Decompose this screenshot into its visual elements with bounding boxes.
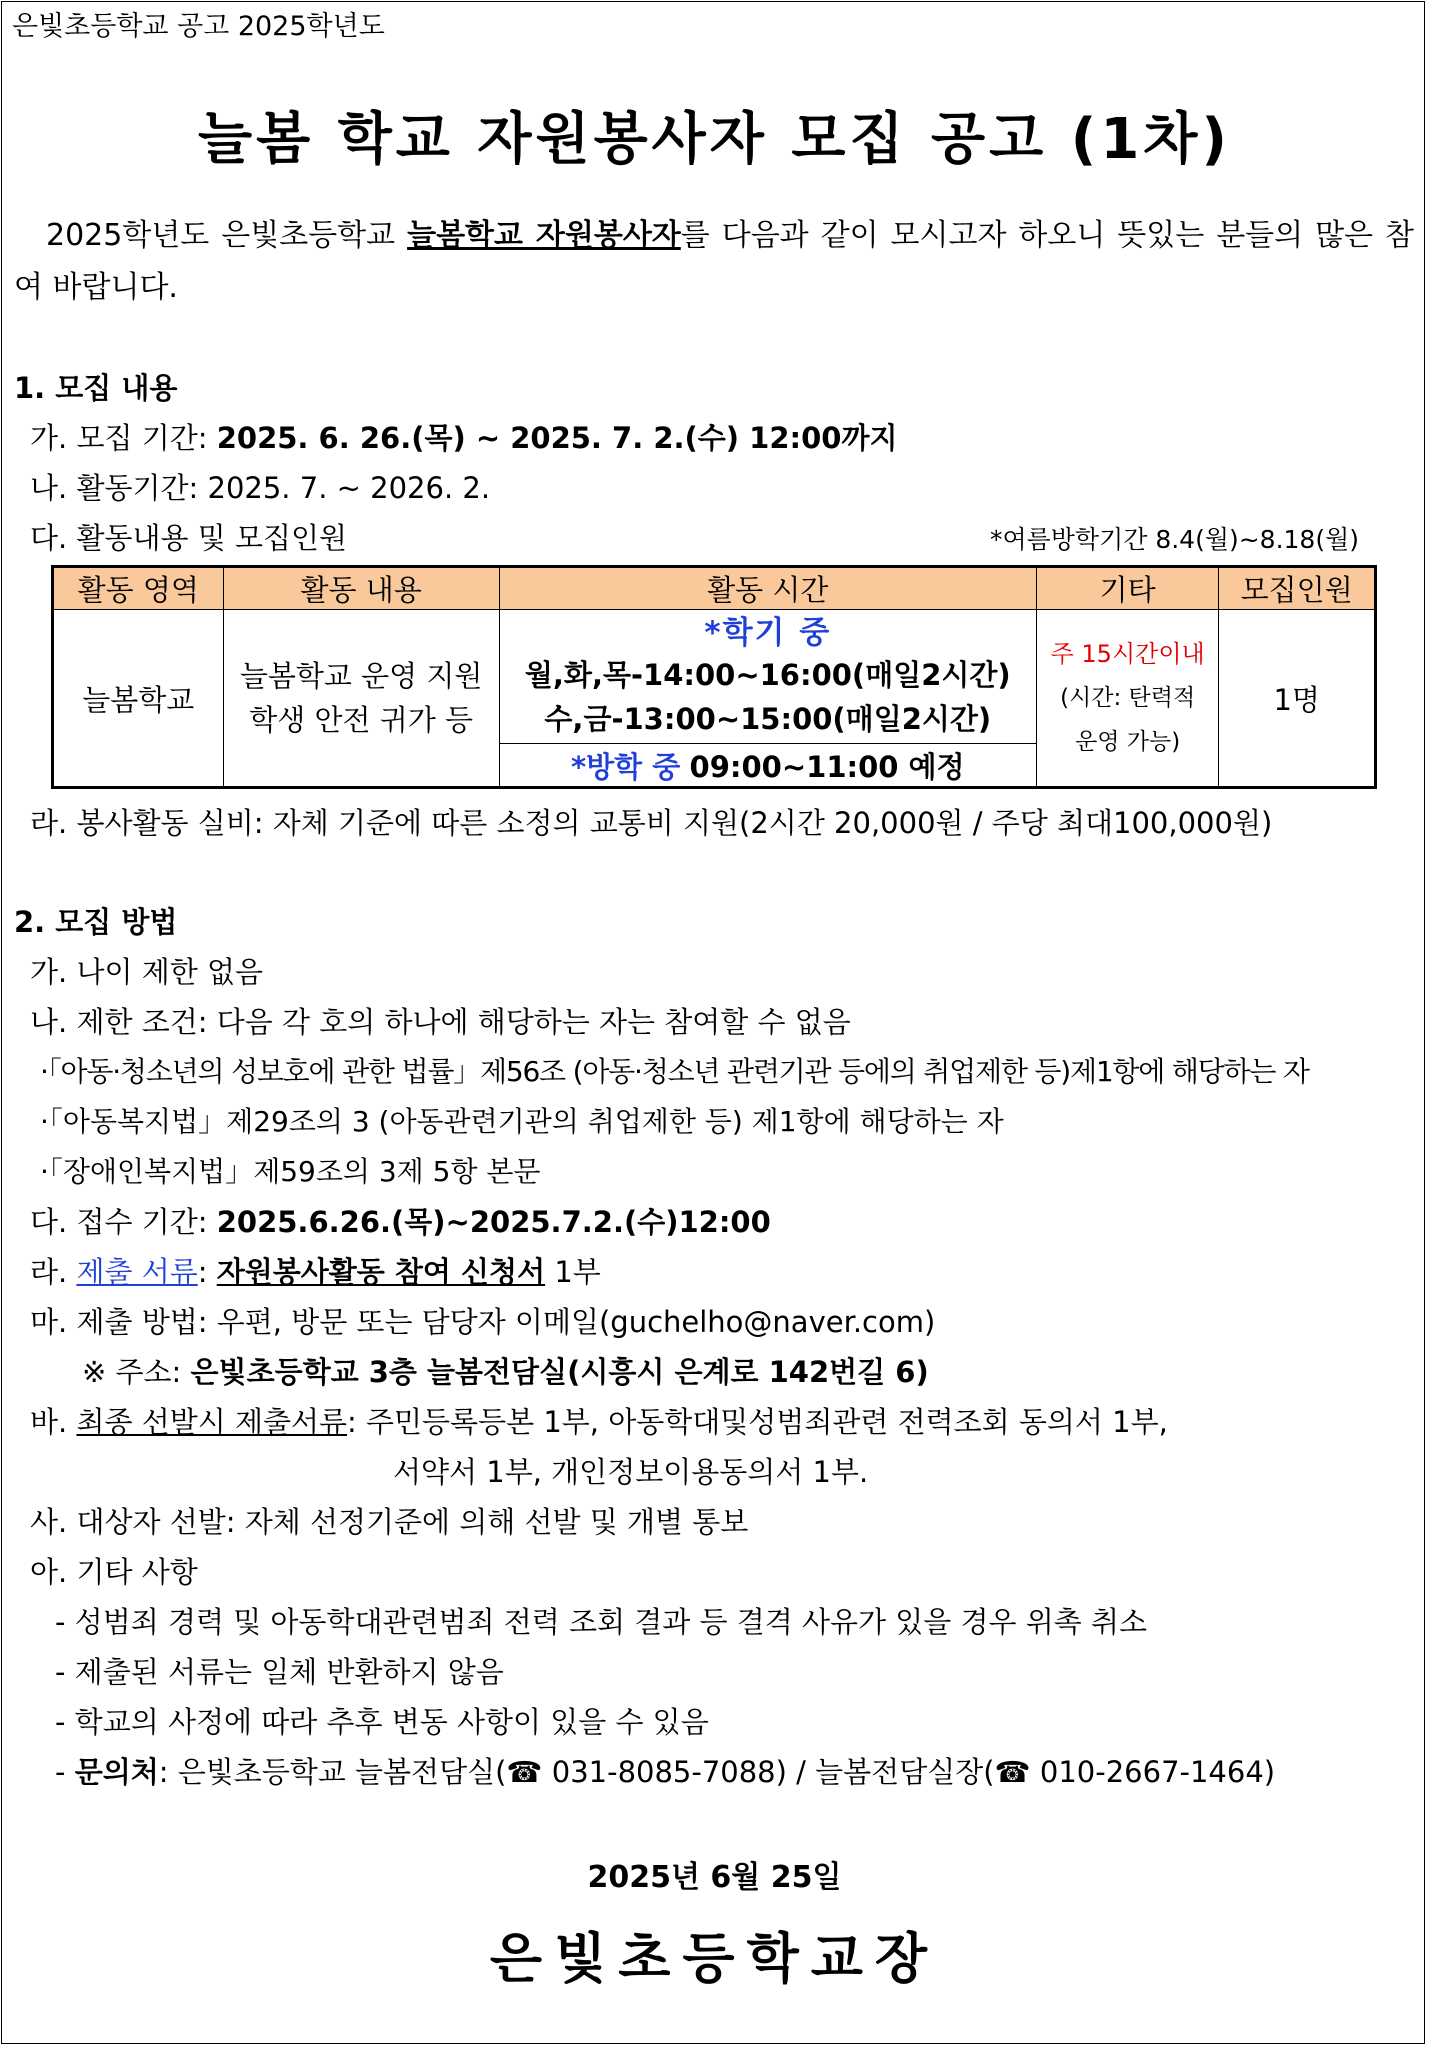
count-cell: 1명 <box>1219 610 1376 788</box>
content-cell <box>223 610 499 788</box>
other-item: - 성범죄 경력 및 아동학대관련범죄 전력 조회 결과 등 결격 사유가 있을 경우 위촉 취소 <box>55 1605 1147 1639</box>
recruit-period-label: 가. 모집 기간: <box>30 421 208 455</box>
restrictions: 나. 제한 조건: 다음 각 호의 하나에 해당하는 자는 참여할 수 없음 <box>30 1005 851 1039</box>
table-header-cell: 모집인원 <box>1219 567 1376 610</box>
address-value: 은빛초등학교 3층 늘봄전담실(시흥시 은계로 142번길 6) <box>190 1355 929 1389</box>
application-period-label: 다. 접수 기간: <box>30 1205 208 1239</box>
activity-period-label: 나. 활동기간: <box>30 471 199 505</box>
other-heading: 아. 기타 사항 <box>30 1555 198 1589</box>
etc-hours: 주 15시간이내 <box>1050 640 1205 668</box>
time-line: 수,금-13:00~15:00(매일2시간) <box>544 701 992 736</box>
table-row <box>53 610 1376 744</box>
contact-value: : 은빛초등학교 늘봄전담실(☎ 031-8085-7088) / 늘봄전담실장(☎ 010-2667-1464) <box>158 1755 1276 1789</box>
section2-heading: 2. 모집 방법 <box>14 905 178 939</box>
etc-note: 운영 가능) <box>1075 729 1181 755</box>
expense-line: 라. 봉사활동 실비: 자체 기준에 따른 소정의 교통비 지원(2시간 20,000원 / 주당 최대100,000원) <box>30 806 1273 840</box>
contact-label: 문의처 <box>74 1755 159 1789</box>
issue-date: 2025년 6월 25일 <box>587 1860 842 1895</box>
address-line <box>82 1350 929 1391</box>
intro-pre: 2025학년도 은빛초등학교 <box>46 218 408 253</box>
restriction-item: ·「장애인복지법」제59조의 3제 5항 본문 <box>40 1155 541 1188</box>
age-limit: 가. 나이 제한 없음 <box>30 955 263 989</box>
table-header-cell: 기타 <box>1036 567 1219 610</box>
submission-method: 마. 제출 방법: 우편, 방문 또는 담당자 이메일(guchelho@naver.com) <box>30 1305 936 1339</box>
activity-period-value: 2025. 7. ~ 2026. 2. <box>207 471 491 505</box>
application-period-value: 2025.6.26.(목)~2025.7.2.(수)12:00 <box>216 1205 771 1239</box>
final-documents-label: 최종 선발시 제출서류 <box>76 1405 348 1439</box>
semester-time-cell <box>499 610 1036 744</box>
semester-label: *학기 중 <box>704 614 832 651</box>
activity-content-label: 다. 활동내용 및 모집인원 <box>30 521 348 555</box>
documents-suffix: 1부 <box>554 1255 601 1289</box>
principal-signature: 은빛초등학교장 <box>489 1927 940 1990</box>
activity-table <box>51 565 1377 789</box>
documents-colon: : <box>197 1255 208 1289</box>
intro-highlight: 늘봄학교 자원봉사자 <box>407 218 681 253</box>
other-item: - 학교의 사정에 따라 추후 변동 사항이 있을 수 있음 <box>55 1705 709 1739</box>
vacation-time: 09:00~11:00 예정 <box>689 749 965 784</box>
selection-line: 사. 대상자 선발: 자체 선정기준에 의해 선발 및 개별 통보 <box>30 1505 749 1539</box>
documents-value: 자원봉사활동 참여 신청서 <box>216 1255 546 1289</box>
restriction-item: ·「아동복지법」제29조의 3 (아동관련기관의 취업제한 등) 제1항에 해당하는 자 <box>40 1105 1004 1138</box>
header-line: 은빛초등학교 공고 2025학년도 <box>12 11 385 42</box>
page-title: 늘봄 학교 자원봉사자 모집 공고 (1차) <box>198 107 1231 172</box>
summer-vacation-note: *여름방학기간 8.4(월)~8.18(월) <box>989 525 1359 554</box>
table-header-cell: 활동 영역 <box>53 567 224 610</box>
restriction-item: ·「아동·청소년의 성보호에 관한 법률」제56조 (아동·청소년 관련기관 등에의 취업제한 등)제1항에 해당하는 자 <box>40 1055 1309 1088</box>
vacation-time-cell <box>499 744 1036 788</box>
recruit-period-value: 2025. 6. 26.(목) ~ 2025. 7. 2.(수) 12:00까지 <box>216 421 898 455</box>
content-line: 늘봄학교 운영 지원 <box>239 659 483 693</box>
final-documents-line <box>30 1400 1168 1441</box>
final-documents-value: : 주민등록등본 1부, 아동학대및성범죄관련 전력조회 동의서 1부, <box>347 1405 1168 1439</box>
application-period <box>30 1200 771 1241</box>
final-documents-prefix: 바. <box>30 1405 68 1439</box>
documents-line <box>30 1250 601 1291</box>
content-line: 학생 안전 귀가 등 <box>249 703 473 737</box>
documents-label: 제출 서류 <box>76 1255 198 1289</box>
etc-cell <box>1036 610 1219 788</box>
other-item: - 제출된 서류는 일체 반환하지 않음 <box>55 1655 504 1689</box>
etc-note: (시간: 탄력적 <box>1060 685 1196 711</box>
intro-post: 를 다음과 같이 모시고자 하오니 뜻있는 분들의 많은 참여 바랍니다. <box>14 218 1414 305</box>
intro-paragraph <box>14 210 1414 314</box>
contact-line: - 문의처: 은빛초등학교 늘봄전담실(☎ 031-8085-7088) / 늘봄전담실장(☎ 010-2667-1464) <box>55 1755 1276 1789</box>
activity-period <box>30 466 490 507</box>
time-line: 월,화,목-14:00~16:00(매일2시간) <box>524 657 1011 692</box>
recruit-period <box>30 416 898 457</box>
section1-heading: 1. 모집 내용 <box>14 371 178 405</box>
table-header-cell: 활동 내용 <box>223 567 499 610</box>
table-header-row <box>53 567 1376 610</box>
area-cell: 늘봄학교 <box>53 610 224 788</box>
address-label: ※ 주소: <box>82 1355 182 1389</box>
vacation-label: *방학 중 <box>571 749 681 784</box>
table-header-cell: 활동 시간 <box>499 567 1036 610</box>
documents-prefix: 라. <box>30 1255 68 1289</box>
final-documents-line2: 서약서 1부, 개인정보이용동의서 1부. <box>393 1455 869 1489</box>
